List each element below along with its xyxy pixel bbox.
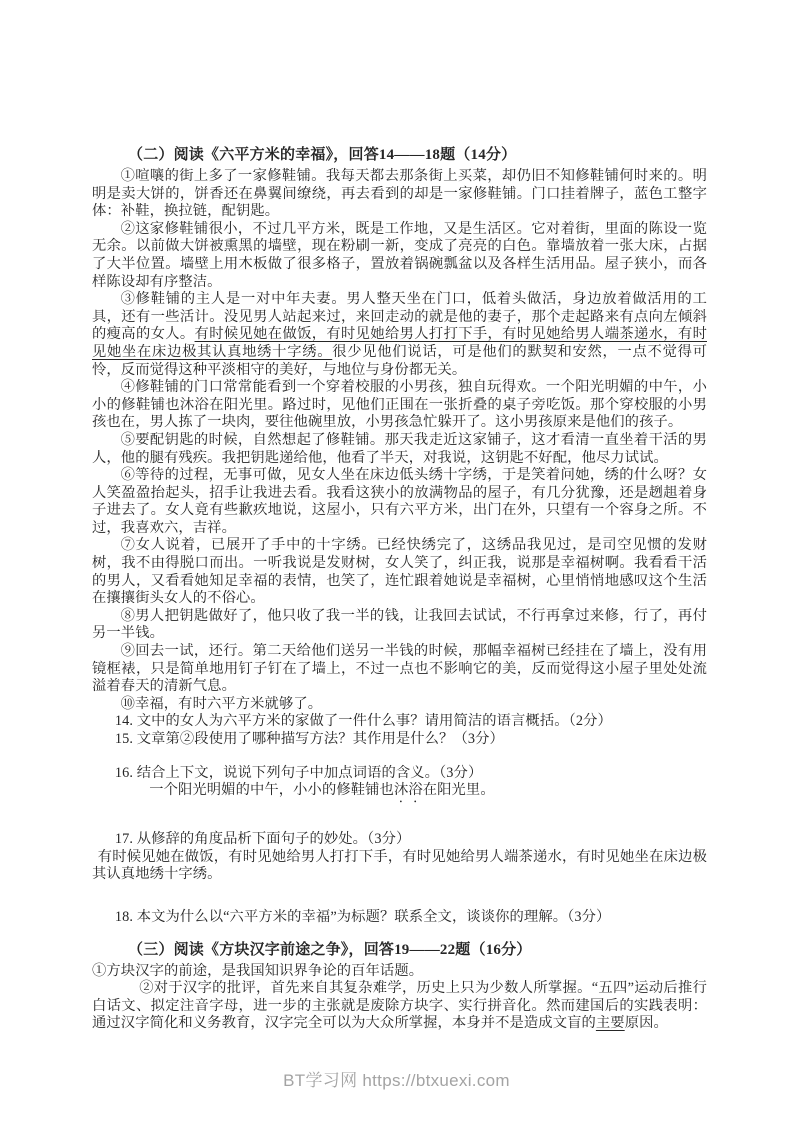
text-run: ③修鞋铺的主人是一对中年夫妻。男人整天坐在门口，低着头做活，身边放着做活用的工具，还有一些活计。没见男人站起来过，来回走动的就是他的妻子，那个走起路来有点向左倾斜的瘦高的女人。 xyxy=(92,291,707,343)
text-run: 16. 结合上下文，说说下列句子中加点词语的含义。（3分） xyxy=(114,764,483,781)
question-14 xyxy=(92,713,707,731)
text-run: 有时候见她在做饭，有时见她给男人打打下手，有时见她给男人端茶递水，有时见她坐在床边极其认真地绣十字绣。 xyxy=(92,848,707,883)
text-run: 原因。 xyxy=(624,1015,668,1032)
question-16 xyxy=(92,765,707,783)
text-run: ①方块汉字的前途，是我国知识界争论的百年话题。 xyxy=(92,962,424,979)
paragraph-10 xyxy=(92,696,707,714)
paragraph-1 xyxy=(92,168,707,221)
text-run: 14. 文中的女人为六平方米的家做了一件什么事？请用简洁的语言概括。（2分） xyxy=(114,713,612,730)
text-run: 在阳光里。 xyxy=(422,782,495,799)
exam-page xyxy=(92,145,707,1033)
section-heading: （二）阅读《六平方米的幸福》，回答14——18题（14分） xyxy=(128,147,517,163)
question-18 xyxy=(92,909,707,927)
document-body xyxy=(92,145,707,1033)
text-run: ⑨回去一试，还行。第二天给他们送另一半钱的时候，那幅幸福树已经挂在了墙上，没有用镜框裱，只是简单地用钉子钉在了墙上，不过一点也不影响它的美，反而觉得这小屋子里处处流溢着春天的清新气息。 xyxy=(92,643,707,695)
answer-space xyxy=(92,806,707,831)
paragraph-4 xyxy=(92,379,707,432)
paragraph-2 xyxy=(92,221,707,291)
question-15 xyxy=(92,731,707,749)
paragraph-7 xyxy=(92,537,707,607)
text-run: ②这家修鞋铺很小，不过几平方米，既是工作地，又是生活区。它对着街，里面的陈设一览无余。以前做大饼被熏黑的墙壁，现在粉刷一新，变成了亮亮的白色。靠墙放着一张大床，占据了大半位置。墙壁上用木板做了很多格子，置放着锅碗瓢盆以及各样生活用品。屋子狭小，而各样陈设却有序整洁。 xyxy=(92,220,707,290)
question-16-sentence xyxy=(92,782,707,806)
underlined-text: 主要 xyxy=(595,1015,625,1032)
text-run: ①喧嚷的街上多了一家修鞋铺。我每天都去那条街上买菜，却仍旧不知修鞋铺何时来的。明明是卖大饼的，饼香还在鼻翼间缭绕，再去看到的却是一家修鞋铺。门口挂着牌子，蓝色工整字体：补鞋，换拉链，配钥匙。 xyxy=(92,168,707,220)
text-run: ④修鞋铺的门口常常能看到一个穿着校服的小男孩，独自玩得欢。一个阳光明媚的中午，小小的修鞋铺也沐浴在阳光里。路过时，见他们正围在一张折叠的桌子旁吃饭。那个穿校服的小男孩也在，男人拣了一块肉，要往他碗里放，小男孩急忙躲开了。这小男孩原来是他们的孩子。 xyxy=(92,379,707,431)
question-17-sentence xyxy=(92,849,707,884)
paragraph-6 xyxy=(92,467,707,537)
text-run: ⑧男人把钥匙做好了，他只收了我一半的钱，让我回去试试，不行再拿过来修，行了，再付另一半钱。 xyxy=(92,607,707,642)
paragraph-9 xyxy=(92,643,707,696)
text-run: ⑩幸福，有时六平方米就够了。 xyxy=(120,695,323,712)
paragraph-1 xyxy=(92,963,707,981)
paragraph-2 xyxy=(92,980,707,1033)
underlined-text: 有时候见她在做饭，有时见她给男人打打下手，有时见她给男人端茶递水，有时见她坐在床边极其认真地绣十字绣。 xyxy=(92,326,707,360)
section-reading-3 xyxy=(92,940,707,1033)
text-run: 17. 从修辞的角度品析下面句子的妙处。（3分） xyxy=(114,831,411,848)
section-reading-2 xyxy=(92,145,707,927)
answer-space xyxy=(92,749,707,765)
section-heading: （三）阅读《方块汉字前途之争》，回答19——22题（16分） xyxy=(128,941,532,958)
text-run: 18. 本文为什么以“六平方米的幸福”为标题？联系全文，谈谈你的理解。（3分） xyxy=(114,908,611,925)
text-run: 一个阳光明媚的中午，小小的修鞋铺也 xyxy=(149,782,394,799)
paragraph-8 xyxy=(92,608,707,643)
text-run: ⑥等待的过程，无事可做，见女人坐在床边低头绣十字绣，于是笑着问她，绣的什么呀？女人笑盈盈抬起头，招手让我进去看。我看这狭小的放满物品的屋子，有几分犹豫，还是趔趄着身子进去了。女人竟有些歉疚地说，这屋小，只有六平方米，出门在外，只望有一个容身之所。不过，我喜欢六，吉祥。 xyxy=(92,467,707,536)
text-run: 很少见他们说话，可是他们的默契和安然，一点不觉得可怜，反而觉得这种平淡相守的美好，与地位与身份都无关。 xyxy=(92,343,708,378)
text-run: ⑦女人说着，已展开了手中的十字绣。已经快绣完了，这绣品我见过，是司空见惯的发财树，我不由得脱口而出。一听我说是发财树，女人笑了，纠正我，说那是幸福树啊。我看看干活的男人，又看看她知足幸福的表情，也笑了，连忙跟着她说是幸福树，心里悄悄地感叹这个生活在攘攘街头女人的不俗心。 xyxy=(92,537,707,607)
site-watermark: BT学习网 https://btxuexi.com xyxy=(283,1071,510,1090)
text-run: ⑤要配钥匙的时候，自然想起了修鞋铺。那天我走近这家铺子，这才看清一直坐着干活的男人，他的腿有残疾。我把钥匙递给他，他看了半天，对我说，这钥匙不好配，他尽力试试。 xyxy=(92,431,707,466)
question-17 xyxy=(92,831,707,849)
text-run: 15. 文章第②段使用了哪种描写方法？其作用是什么？（3分） xyxy=(114,731,504,747)
text-run: ②对于汉字的批评，首先来自其复杂难学，历史上只为少数人所掌握。“五四”运动后推行白话文、拟定注音字母，进一步的主张就是废除方块字、实行拼音化。然而建国后的实践表明：通过汉字简化和义务教育，汉字完全可以为大众所掌握，本身并不是造成文盲的 xyxy=(92,980,707,1032)
paragraph-5 xyxy=(92,432,707,467)
paragraph-3 xyxy=(92,291,707,379)
dotted-emphasis-text: 沐浴 xyxy=(393,782,423,799)
answer-space xyxy=(92,884,707,909)
